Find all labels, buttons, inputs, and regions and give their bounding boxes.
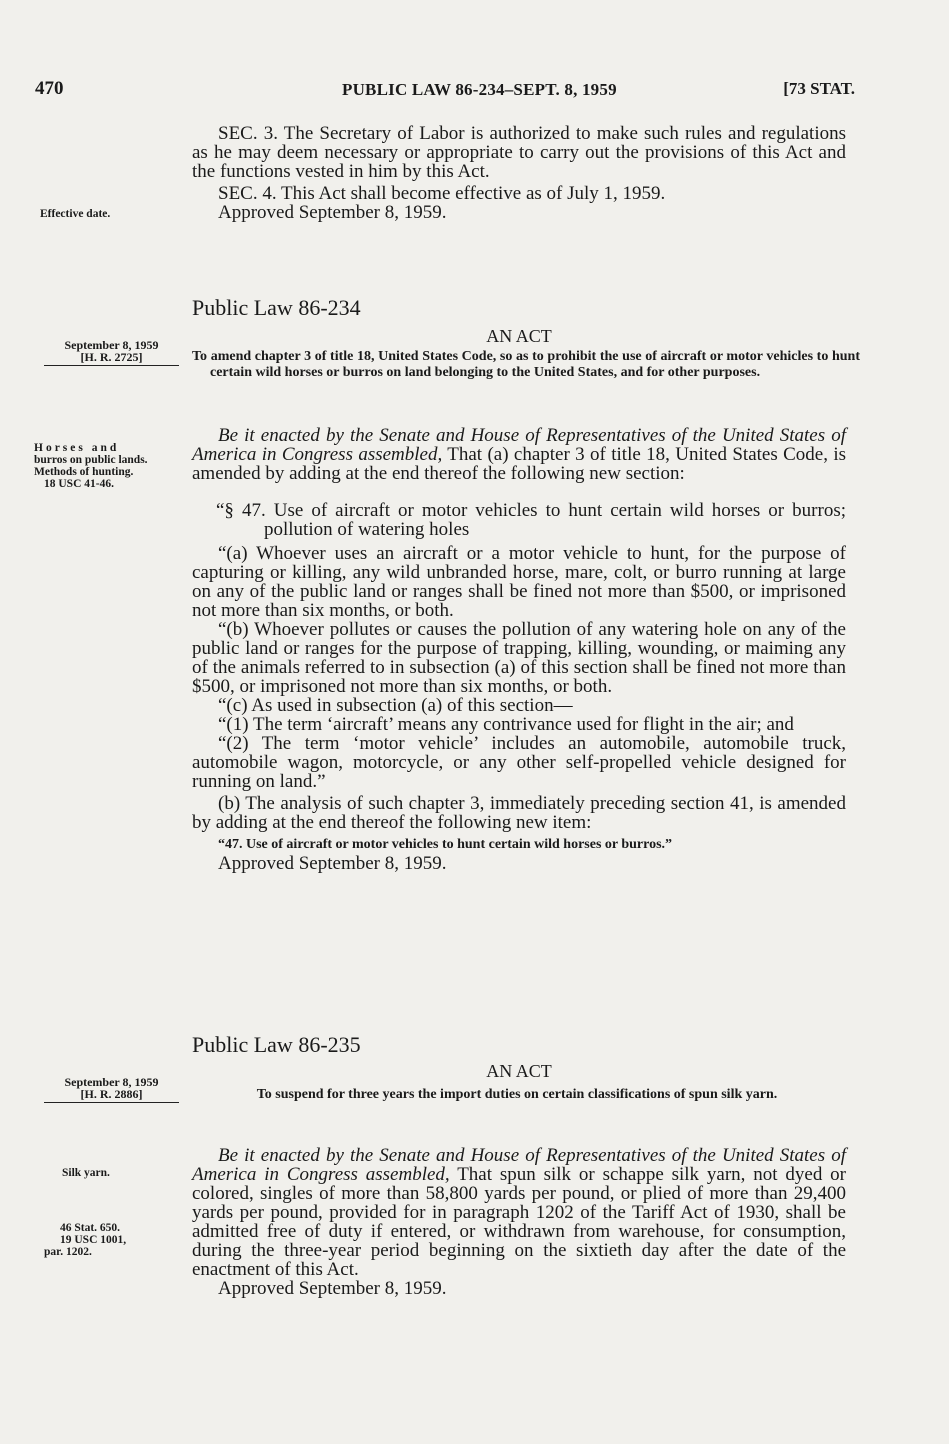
paragraph-c1: “(1) The term ‘aircraft’ means any contrivance used for flight in the air; and: [218, 714, 794, 735]
law2-date: September 8, 1959: [64, 1075, 159, 1089]
section-3: SEC. 3. The Secretary of Labor is authorized to make such rules and regulations as he may deem necessary or appropriate to carry out the provisions of this Act and the functions vested in him by this Act.: [192, 123, 846, 182]
page-number: 470: [35, 78, 64, 99]
law-title: Public Law 86-234: [192, 295, 361, 320]
law2-body: [192, 1146, 846, 1298]
margin-note-horses-line2: burros on public lands.: [34, 454, 148, 466]
margin-note-silk-yarn: Silk yarn.: [62, 1167, 110, 1179]
section-4: SEC. 4. This Act shall become effective as of July 1, 1959.: [218, 183, 666, 204]
paragraph-c: “(c) As used in subsection (a) of this section—: [218, 695, 573, 716]
margin-note-par: par. 1202.: [44, 1246, 92, 1258]
margin-note-citations: [44, 1222, 184, 1258]
law-body: [192, 426, 846, 873]
law2-enacting-clause-italic: Be it enacted by the Senate and House of Representatives of the United States of America in Congress assembled,: [192, 1145, 846, 1185]
paragraph-b: “(b) Whoever pollutes or causes the pollution of any watering hole on any of the public land or ranges for the purpose of trapping, killing, wounding, or maiming any of the animals referred to in subsection (a) of this section shall be fined not more than $500, or imprisoned not more than six months, or both.: [192, 619, 846, 697]
enacting-clause: [192, 426, 846, 483]
paragraph-a: “(a) Whoever uses an aircraft or a motor vehicle to hunt, for the purpose of capturing or killing, any wild unbranded horse, mare, colt, or burro running at large on any of the public land or ranges shall be fined not more than $500, or imprisoned not more than six months, or both.: [192, 543, 846, 621]
section-47-title: “§ 47. Use of aircraft or motor vehicles to hunt certain wild horses or burros; pollution of watering holes: [216, 500, 846, 540]
margin-note-usc2: 19 USC 1001,: [60, 1234, 127, 1246]
analysis-item-47: “47. Use of aircraft or motor vehicles to hunt certain wild horses or burros.”: [218, 837, 673, 852]
margin-note-stat: 46 Stat. 650.: [60, 1222, 121, 1234]
paragraph-c2: “(2) The term ‘motor vehicle’ includes an automobile, automobile truck, automobile wagon, motorcycle, or any other self-propelled vehicle designed for running on land.”: [192, 733, 846, 792]
law2-title: Public Law 86-235: [192, 1032, 361, 1057]
running-header: [35, 78, 855, 102]
margin-note-effective-date: Effective date.: [40, 208, 111, 220]
law2-date-sidebar: [44, 1076, 179, 1103]
law2-enacting-clause-rest: That spun silk or schappe silk yarn, not dyed or colored, singles of more than 58,800 yards per pound, or plied of more than 29,400 yards per pound, provided for in paragraph 1202 of the Tariff Act of 1930, shall be admitted free of duty if entered, or withdrawn from warehouse, for consumption, during the three-year period beginning on the sixtieth day after the date of the enactment of this Act.: [192, 1164, 846, 1280]
an-act-heading: AN ACT: [486, 326, 552, 346]
law2-enacting-clause: [192, 1146, 846, 1279]
margin-note-horses-line1: Horses and: [34, 442, 120, 454]
law2-an-act-heading: AN ACT: [486, 1061, 552, 1081]
law-purpose: To amend chapter 3 of title 18, United States Code, so as to prohibit the use of aircraft or motor vehicles to hunt certain wild horses or burros on land belonging to the United States, and for other purposes.: [192, 349, 860, 380]
margin-note-usc: 18 USC 41-46.: [44, 478, 114, 490]
law-date-sidebar: [44, 339, 179, 366]
margin-note-methods: Methods of hunting.: [34, 466, 134, 478]
enacting-clause-italic: Be it enacted by the Senate and House of Representatives of the United States of America in Congress assembled,: [192, 425, 846, 465]
approved-date: Approved September 8, 1959.: [218, 202, 447, 223]
law-date: September 8, 1959: [64, 338, 159, 352]
header-title: PUBLIC LAW 86-234–SEPT. 8, 1959: [342, 80, 617, 99]
paragraph-analysis: (b) The analysis of such chapter 3, immediately preceding section 41, is amended by adding at the end thereof the following new item:: [192, 793, 846, 833]
law2-bill-number: [H. R. 2886]: [44, 1088, 179, 1103]
previous-law-sections: [192, 124, 846, 222]
law2-approved: Approved September 8, 1959.: [218, 1278, 447, 1299]
bill-number: [H. R. 2725]: [44, 351, 179, 366]
enacting-clause-rest: That (a) chapter 3 of title 18, United States Code, is amended by adding at the end thereof the following new section:: [192, 444, 846, 484]
law-approved: Approved September 8, 1959.: [218, 853, 447, 874]
margin-note-horses: [34, 442, 182, 490]
header-volume: [73 STAT.: [783, 79, 855, 98]
law2-purpose: To suspend for three years the import duties on certain classifications of spun silk yarn.: [256, 1087, 778, 1102]
